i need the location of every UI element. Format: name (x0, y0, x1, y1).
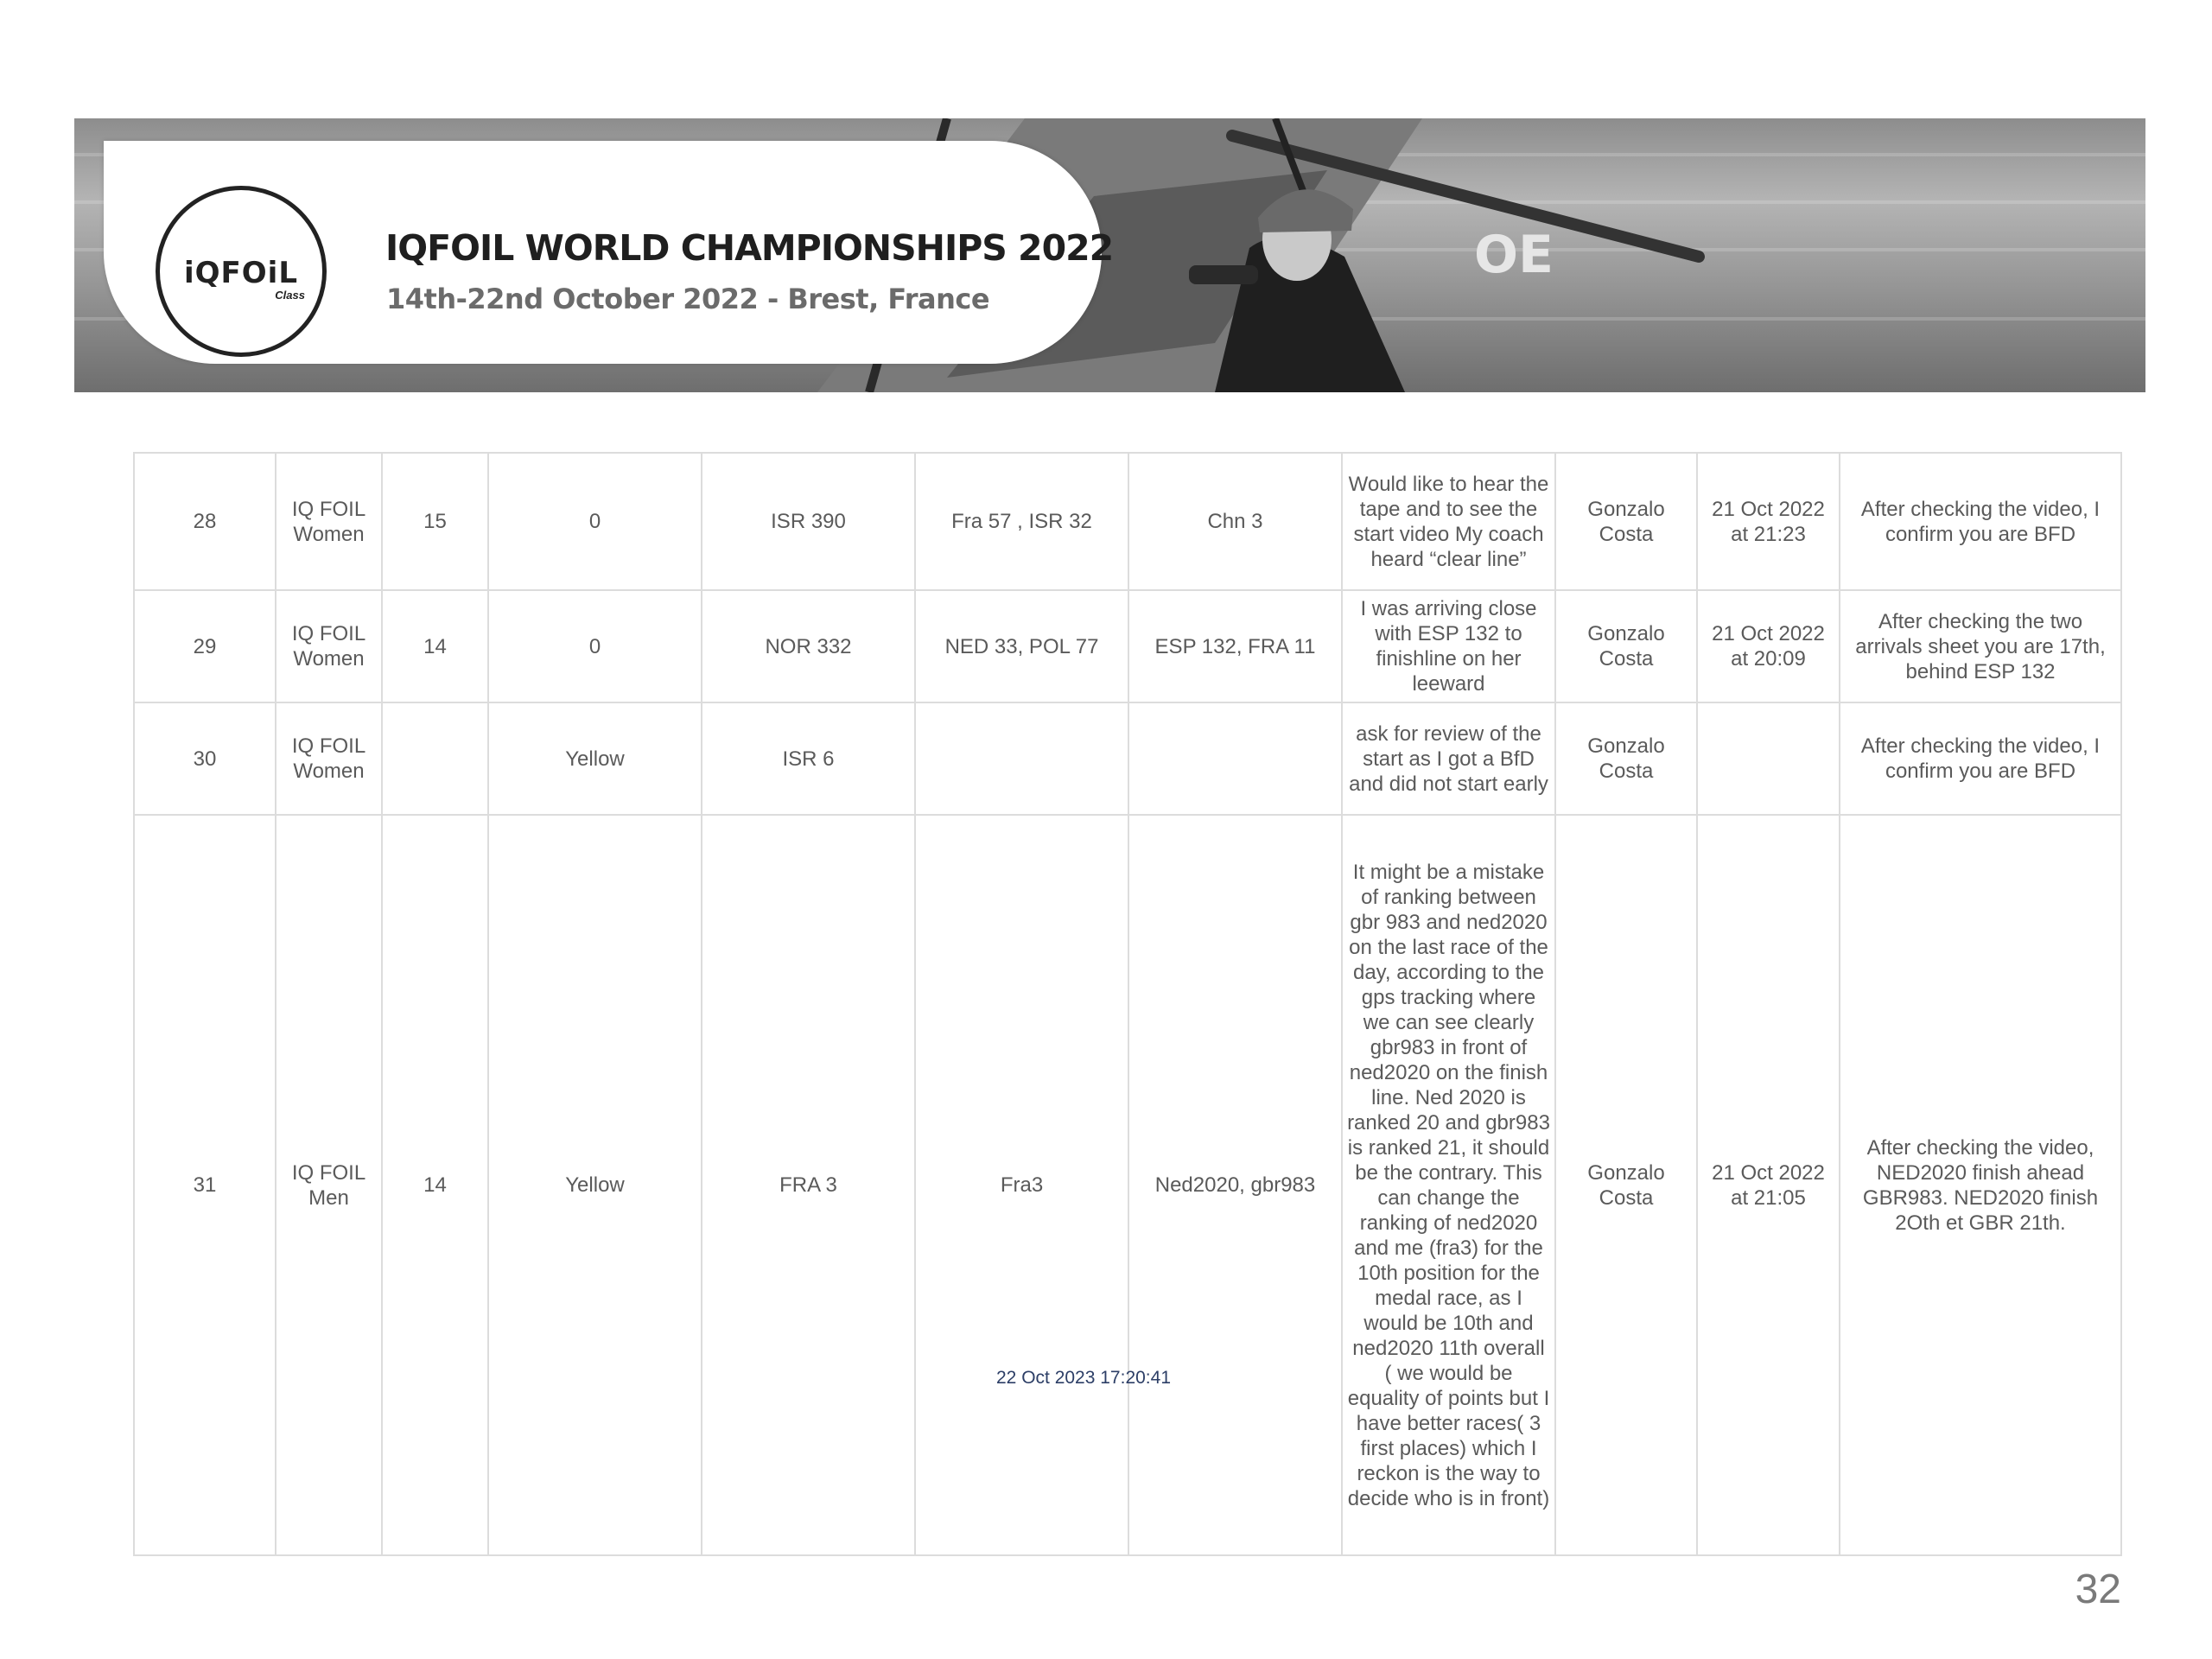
protest-description: It might be a mistake of ranking between gbr 983 and ned2020 on the last race of the day, according to the gps tracking where we can see clearly gbr983 in front of ned2020 on the finish line. Ned 2020 is ranked 20 and gbr983 is ranked 21, it should be the contrary. This can change the ranking of ned2020 and me (fra3) for the 10th position for the medal race, as I would be 10th and ned2020 11th overall ( we would be equality of points but I have better races( 3 first places) which I reckon is the way to decide who is in front) (1342, 815, 1555, 1555)
table-row (134, 453, 2121, 590)
protest-witness (1128, 702, 1342, 815)
protest-number: 31 (134, 815, 276, 1555)
protest-datetime: 21 Oct 2022 at 21:23 (1697, 453, 1840, 590)
protest-witness: Chn 3 (1128, 453, 1342, 590)
protest-decision: After checking the two arrivals sheet you are 17th, behind ESP 132 (1840, 590, 2121, 702)
protest-flag: Yellow (488, 815, 702, 1555)
logo-subtext: Class (275, 289, 305, 302)
table-row (134, 815, 2121, 1555)
title-card (104, 141, 1114, 364)
protest-flag: 0 (488, 590, 702, 702)
protest-race: 14 (382, 815, 488, 1555)
protest-table (133, 452, 2122, 1556)
rider-arm (1189, 265, 1258, 284)
protest-judge: Gonzalo Costa (1555, 702, 1697, 815)
protest-protestee (915, 702, 1128, 815)
iqfoil-logo (156, 186, 327, 357)
protest-protestee: Fra3 (915, 815, 1128, 1555)
protest-race: 15 (382, 453, 488, 590)
protest-race (382, 702, 488, 815)
table-row (134, 590, 2121, 702)
protest-protestor: ISR 6 (702, 702, 915, 815)
protest-class: IQ FOIL Men (276, 815, 382, 1555)
protest-number: 29 (134, 590, 276, 702)
protest-class: IQ FOIL Women (276, 702, 382, 815)
protest-number: 30 (134, 702, 276, 815)
event-title: IQFOIL WORLD CHAMPIONSHIPS 2022 (385, 227, 1114, 269)
protest-class: IQ FOIL Women (276, 453, 382, 590)
protest-description: ask for review of the start as I got a BfD and did not start early (1342, 702, 1555, 815)
protest-protestor: NOR 332 (702, 590, 915, 702)
logo-text: iQFOiL (183, 256, 298, 290)
protest-protestor: ISR 390 (702, 453, 915, 590)
protest-datetime: 21 Oct 2022 at 20:09 (1697, 590, 1840, 702)
protest-protestee: Fra 57 , ISR 32 (915, 453, 1128, 590)
protest-protestor: FRA 3 (702, 815, 915, 1555)
table-row (134, 702, 2121, 815)
event-subtitle: 14th-22nd October 2022 - Brest, France (386, 283, 990, 315)
protest-witness: ESP 132, FRA 11 (1128, 590, 1342, 702)
page-number: 32 (2075, 1567, 2121, 1612)
protest-decision: After checking the video, I confirm you are BFD (1840, 702, 2121, 815)
protest-flag: 0 (488, 453, 702, 590)
protest-judge: Gonzalo Costa (1555, 453, 1697, 590)
protest-decision: After checking the video, NED2020 finish ahead GBR983. NED2020 finish 2Oth et GBR 21th. (1840, 815, 2121, 1555)
protest-datetime (1697, 702, 1840, 815)
protest-datetime: 21 Oct 2022 at 21:05 (1697, 815, 1840, 1555)
protest-flag: Yellow (488, 702, 702, 815)
sail-lettering: OE (1474, 225, 1554, 285)
protest-number: 28 (134, 453, 276, 590)
protest-class: IQ FOIL Women (276, 590, 382, 702)
timestamp-stamp: 22 Oct 2023 17:20:41 (996, 1368, 1171, 1388)
protest-race: 14 (382, 590, 488, 702)
protest-description: Would like to hear the tape and to see the start video My coach heard “clear line” (1342, 453, 1555, 590)
protest-witness: Ned2020, gbr983 (1128, 815, 1342, 1555)
header-banner (74, 118, 2145, 392)
protest-description: I was arriving close with ESP 132 to finishline on her leeward (1342, 590, 1555, 702)
protest-decision: After checking the video, I confirm you are BFD (1840, 453, 2121, 590)
protest-protestee: NED 33, POL 77 (915, 590, 1128, 702)
protest-judge: Gonzalo Costa (1555, 590, 1697, 702)
protest-judge: Gonzalo Costa (1555, 815, 1697, 1555)
